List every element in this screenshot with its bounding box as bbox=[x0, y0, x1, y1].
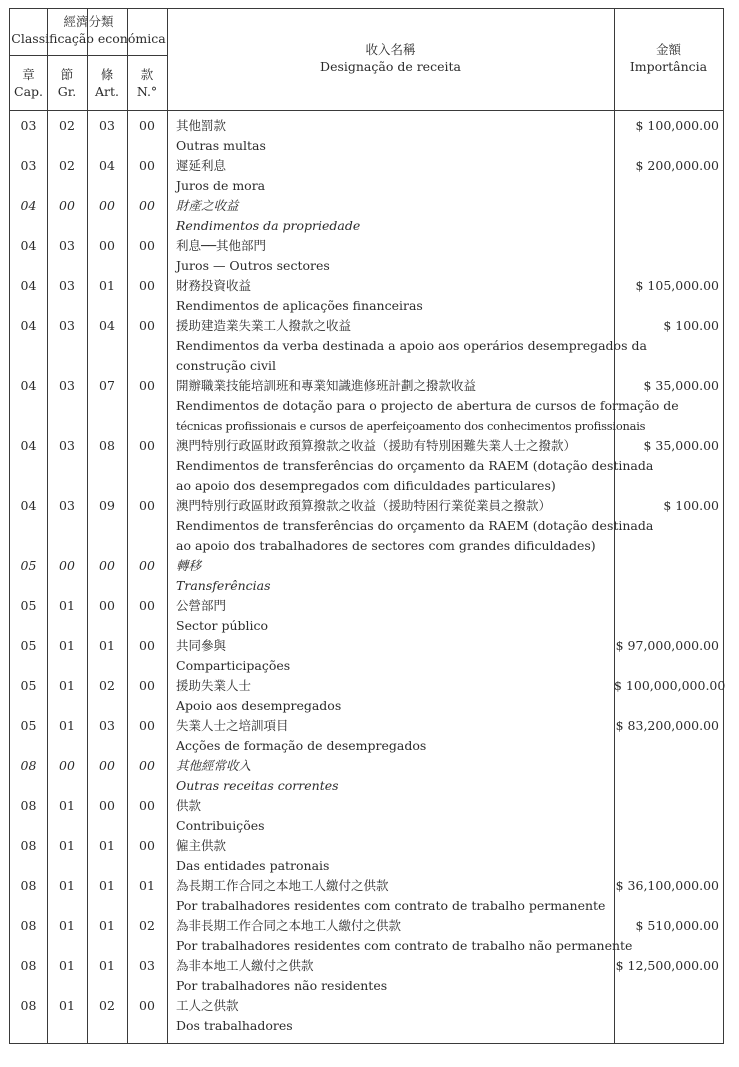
code-art: 01 bbox=[99, 838, 115, 853]
code-gr: 01 bbox=[59, 678, 75, 693]
designation-pt: Rendimentos da propriedade bbox=[176, 218, 361, 233]
code-n: 02 bbox=[139, 918, 155, 933]
code-art: 08 bbox=[99, 438, 115, 453]
code-art: 01 bbox=[99, 878, 115, 893]
code-art: 01 bbox=[99, 278, 115, 293]
designation-pt: técnicas profissionais e cursos de aperfeiçoamento dos conhecimentos profissionais bbox=[176, 419, 646, 433]
designation-zh: 遲延利息 bbox=[176, 158, 227, 173]
designation-zh: 供款 bbox=[176, 798, 202, 813]
code-art: 00 bbox=[99, 198, 115, 213]
code-art: 03 bbox=[99, 718, 115, 733]
code-art: 04 bbox=[99, 158, 115, 173]
designation-pt: Designação de receita bbox=[320, 59, 461, 74]
designation-zh: 開辦職業技能培訓班和專業知識進修班計劃之撥款收益 bbox=[176, 378, 477, 393]
code-gr: 01 bbox=[59, 798, 75, 813]
economic-classification-header bbox=[10, 13, 167, 47]
designation-zh: 其他經常收入 bbox=[176, 758, 252, 773]
revenue-table bbox=[9, 8, 724, 1044]
code-art: 00 bbox=[99, 238, 115, 253]
code-n: 00 bbox=[139, 498, 155, 513]
amount-header bbox=[614, 41, 723, 75]
code-n: 00 bbox=[139, 558, 155, 573]
code-cap: 04 bbox=[20, 498, 37, 513]
designation-zh: 僱主供款 bbox=[176, 838, 227, 853]
code-art: 00 bbox=[99, 758, 115, 773]
designation-pt: ao apoio dos desempregados com dificuldades particulares) bbox=[176, 478, 556, 493]
designation-pt: Outras receitas correntes bbox=[176, 778, 339, 793]
designation-zh: 為長期工作合同之本地工人繳付之供款 bbox=[176, 878, 389, 893]
code-gr: 01 bbox=[59, 838, 75, 853]
code-gr: 02 bbox=[59, 158, 75, 173]
code-cap: 05 bbox=[20, 638, 37, 653]
designation-pt: Rendimentos de transferências do orçamento da RAEM (dotação destinada bbox=[176, 518, 654, 533]
code-art: 02 bbox=[99, 678, 115, 693]
amount-value: $ 100,000.00 bbox=[635, 118, 719, 133]
amount-value: $ 35,000.00 bbox=[643, 438, 719, 453]
amount-value: $ 35,000.00 bbox=[643, 378, 719, 393]
designation-pt: construção civil bbox=[176, 358, 277, 373]
designation-zh: 財務投資收益 bbox=[176, 278, 252, 293]
designation-pt: Por trabalhadores residentes com contrato de trabalho permanente bbox=[176, 898, 606, 913]
designation-pt: Das entidades patronais bbox=[176, 858, 330, 873]
code-gr: 03 bbox=[59, 438, 75, 453]
designation-pt: Rendimentos da verba destinada a apoio aos operários desempregados da bbox=[176, 338, 647, 353]
code-cap: 04 bbox=[20, 238, 37, 253]
designation-zh: 援助建造業失業工人撥款之收益 bbox=[176, 318, 352, 333]
designation-zh: 收入名稱 bbox=[365, 42, 416, 57]
code-cap: 05 bbox=[20, 558, 37, 573]
code-n: 00 bbox=[139, 238, 155, 253]
designation-pt: Por trabalhadores não residentes bbox=[176, 978, 388, 993]
code-art: 02 bbox=[99, 998, 115, 1013]
amount-pt: Importância bbox=[629, 59, 708, 74]
code-gr: 01 bbox=[59, 598, 75, 613]
code-art: 09 bbox=[99, 498, 115, 513]
code-cap: 04 bbox=[20, 318, 37, 333]
code-gr: 03 bbox=[59, 318, 75, 333]
designation-zh: 公營部門 bbox=[176, 598, 227, 613]
code-n: 00 bbox=[139, 998, 155, 1013]
code-gr: 01 bbox=[59, 998, 75, 1013]
code-gr: 01 bbox=[59, 878, 75, 893]
designation-pt: Por trabalhadores residentes com contrato de trabalho não permanente bbox=[176, 938, 633, 953]
code-gr: 01 bbox=[59, 718, 75, 733]
column-divider bbox=[167, 9, 168, 1043]
amount-zh: 金額 bbox=[655, 42, 681, 57]
amount-value: $ 100.00 bbox=[663, 318, 719, 333]
code-n: 00 bbox=[139, 598, 155, 613]
amount-value: $ 100.00 bbox=[663, 498, 719, 513]
amount-value: $ 83,200,000.00 bbox=[615, 718, 719, 733]
code-art: 03 bbox=[99, 118, 115, 133]
code-cap: 08 bbox=[20, 878, 37, 893]
col-chapter-header: 章 Cap. bbox=[14, 67, 43, 99]
designation-pt: Dos trabalhadores bbox=[176, 1018, 293, 1033]
designation-header bbox=[167, 41, 614, 75]
code-cap: 04 bbox=[20, 438, 37, 453]
code-art: 01 bbox=[99, 638, 115, 653]
code-n: 00 bbox=[139, 718, 155, 733]
col-group-header: 節 Gr. bbox=[57, 67, 77, 99]
code-n: 00 bbox=[139, 638, 155, 653]
header-bottom-rule bbox=[10, 110, 723, 111]
code-cap: 08 bbox=[20, 918, 37, 933]
code-art: 04 bbox=[99, 318, 115, 333]
code-n: 00 bbox=[139, 838, 155, 853]
code-art: 00 bbox=[99, 798, 115, 813]
code-art: 01 bbox=[99, 958, 115, 973]
code-cap: 04 bbox=[20, 378, 37, 393]
code-n: 00 bbox=[139, 438, 155, 453]
designation-pt: Rendimentos de aplicações financeiras bbox=[176, 298, 423, 313]
code-art: 00 bbox=[99, 558, 115, 573]
code-cap: 05 bbox=[20, 678, 37, 693]
code-cap: 04 bbox=[20, 198, 37, 213]
designation-zh: 為非本地工人繳付之供款 bbox=[176, 958, 314, 973]
designation-zh: 援助失業人士 bbox=[176, 678, 252, 693]
code-cap: 08 bbox=[20, 958, 37, 973]
code-gr: 00 bbox=[59, 198, 75, 213]
col-article-header: 條 Art. bbox=[95, 67, 119, 99]
header-divider bbox=[10, 55, 167, 56]
code-cap: 08 bbox=[20, 838, 37, 853]
code-cap: 05 bbox=[20, 718, 37, 733]
designation-pt: Apoio aos desempregados bbox=[176, 698, 342, 713]
code-n: 00 bbox=[139, 278, 155, 293]
code-art: 01 bbox=[99, 918, 115, 933]
code-gr: 00 bbox=[59, 558, 75, 573]
amount-value: $ 200,000.00 bbox=[635, 158, 719, 173]
designation-zh: 為非長期工作合同之本地工人繳付之供款 bbox=[176, 918, 402, 933]
economic-classification-zh: 經濟分類 bbox=[63, 14, 114, 29]
designation-pt: ao apoio dos trabalhadores de sectores com grandes dificuldades) bbox=[176, 538, 596, 553]
code-gr: 02 bbox=[59, 118, 75, 133]
code-n: 01 bbox=[139, 878, 155, 893]
amount-value: $ 97,000,000.00 bbox=[615, 638, 719, 653]
designation-zh: 財產之收益 bbox=[176, 198, 239, 213]
code-cap: 03 bbox=[20, 118, 37, 133]
code-cap: 05 bbox=[20, 598, 37, 613]
amount-value: $ 105,000.00 bbox=[635, 278, 719, 293]
designation-pt: Contribuições bbox=[176, 818, 265, 833]
code-cap: 08 bbox=[20, 798, 37, 813]
code-n: 00 bbox=[139, 158, 155, 173]
economic-classification-pt: Classificação económica bbox=[11, 31, 166, 46]
designation-pt: Transferências bbox=[176, 578, 271, 593]
code-art: 07 bbox=[99, 378, 115, 393]
col-number-header: 款 N.° bbox=[136, 67, 158, 99]
designation-zh: 澳門特別行政區財政預算撥款之收益（援助特困行業從業員之撥款） bbox=[176, 498, 552, 513]
designation-pt: Juros de mora bbox=[176, 178, 266, 193]
code-cap: 08 bbox=[20, 998, 37, 1013]
designation-pt: Sector público bbox=[176, 618, 269, 633]
code-cap: 04 bbox=[20, 278, 37, 293]
code-gr: 01 bbox=[59, 638, 75, 653]
code-cap: 03 bbox=[20, 158, 37, 173]
code-n: 00 bbox=[139, 758, 155, 773]
designation-zh: 失業人士之培訓項目 bbox=[176, 718, 289, 733]
designation-zh: 其他罰款 bbox=[176, 118, 227, 133]
code-gr: 00 bbox=[59, 758, 75, 773]
designation-zh: 澳門特別行政區財政預算撥款之收益（援助有特別困難失業人士之撥款） bbox=[176, 438, 577, 453]
code-cap: 08 bbox=[20, 758, 37, 773]
designation-zh: 工人之供款 bbox=[176, 998, 239, 1013]
designation-pt: Rendimentos de transferências do orçamento da RAEM (dotação destinada bbox=[176, 458, 654, 473]
amount-value: $ 36,100,000.00 bbox=[615, 878, 719, 893]
code-gr: 03 bbox=[59, 498, 75, 513]
amount-value: $ 12,500,000.00 bbox=[615, 958, 719, 973]
designation-pt: Rendimentos de dotação para o projecto de abertura de cursos de formação de bbox=[176, 398, 679, 413]
code-n: 00 bbox=[139, 198, 155, 213]
code-n: 03 bbox=[139, 958, 155, 973]
code-art: 00 bbox=[99, 598, 115, 613]
designation-pt: Acções de formação de desempregados bbox=[176, 738, 427, 753]
designation-pt: Juros — Outros sectores bbox=[176, 258, 330, 273]
code-n: 00 bbox=[139, 678, 155, 693]
designation-zh: 利息──其他部門 bbox=[176, 238, 267, 253]
code-n: 00 bbox=[139, 118, 155, 133]
designation-zh: 轉移 bbox=[176, 558, 202, 573]
designation-pt: Outras multas bbox=[176, 138, 266, 153]
amount-value: $ 510,000.00 bbox=[635, 918, 719, 933]
code-n: 00 bbox=[139, 798, 155, 813]
amount-value: $ 100,000,000.00 bbox=[614, 678, 726, 693]
code-gr: 03 bbox=[59, 378, 75, 393]
code-gr: 01 bbox=[59, 958, 75, 973]
code-gr: 03 bbox=[59, 278, 75, 293]
code-gr: 03 bbox=[59, 238, 75, 253]
designation-zh: 共同參與 bbox=[176, 638, 227, 653]
code-n: 00 bbox=[139, 378, 155, 393]
code-gr: 01 bbox=[59, 918, 75, 933]
designation-pt: Comparticipações bbox=[176, 658, 291, 673]
code-n: 00 bbox=[139, 318, 155, 333]
